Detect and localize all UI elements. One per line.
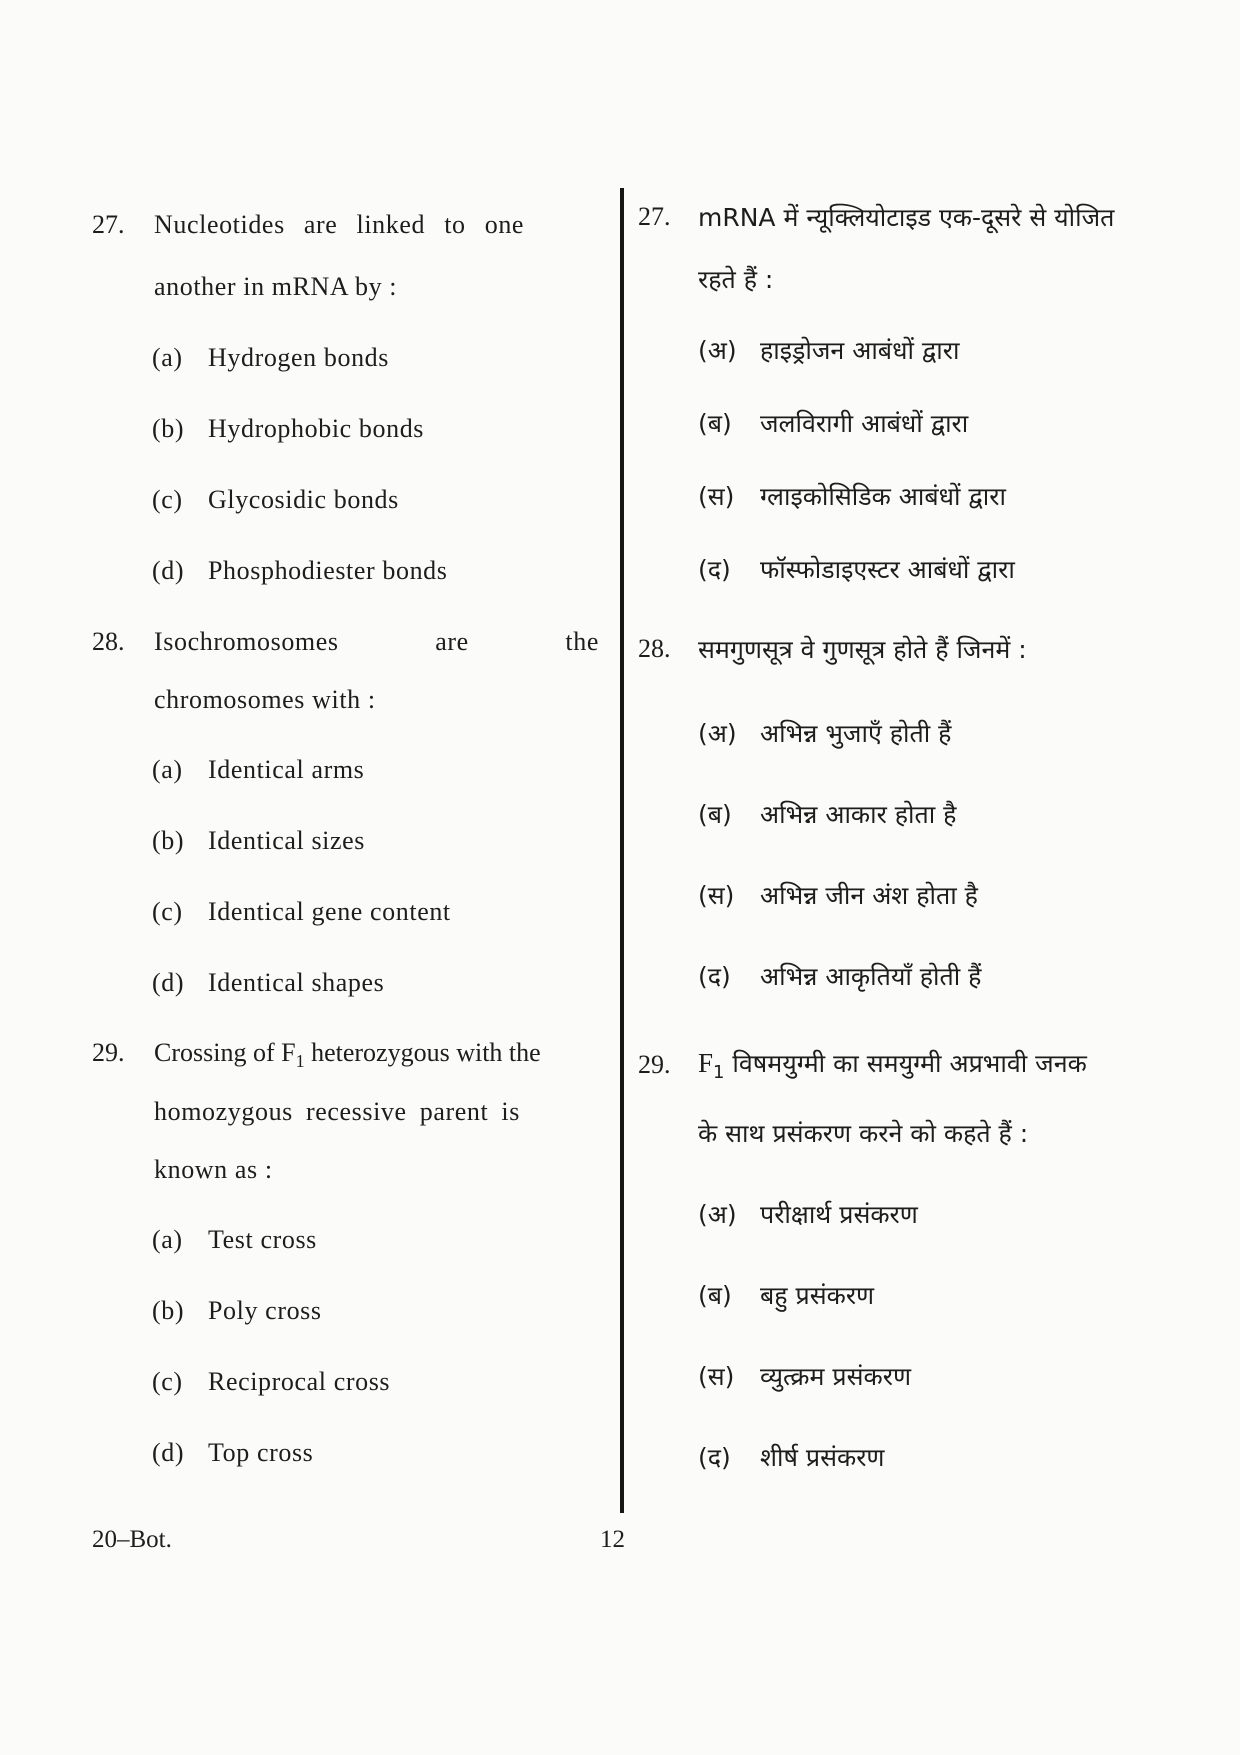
q29-line1-post-hi: विषमयुग्मी का समयुग्मी अप्रभावी जनक bbox=[724, 1049, 1087, 1078]
q29-option-a-hi bbox=[698, 1197, 918, 1231]
q29-option-d-label: (d) bbox=[152, 1438, 185, 1467]
q27-line2-en: another in mRNA by : bbox=[154, 272, 398, 301]
q28-word-3: the bbox=[565, 627, 599, 656]
q28-option-d-text-hi: अभिन्न आकृतियाँ होती हैं bbox=[760, 962, 982, 991]
q27-line1-text-en: Nucleotides are linked to one bbox=[154, 210, 525, 239]
q28-option-b-label-hi: (ब) bbox=[698, 800, 732, 829]
q29-option-d-en bbox=[152, 1438, 313, 1468]
q27-option-a-en bbox=[152, 343, 389, 373]
q27-option-b-hi bbox=[698, 406, 968, 440]
q28-option-c-en bbox=[152, 897, 451, 927]
q29-option-a-text-hi: परीक्षार्थ प्रसंकरण bbox=[760, 1200, 918, 1229]
q29-option-d-hi bbox=[698, 1440, 885, 1474]
q28-number-en: 28. bbox=[92, 627, 125, 656]
q29-option-c-hi bbox=[698, 1359, 911, 1393]
q28-option-d-text: Identical shapes bbox=[208, 968, 385, 997]
q29-option-b-en bbox=[152, 1296, 322, 1326]
q29-option-c-label: (c) bbox=[152, 1367, 183, 1396]
q27-line1-en bbox=[154, 210, 601, 240]
q27-option-d-label-hi: (द) bbox=[698, 555, 731, 584]
q27-option-a-text: Hydrogen bonds bbox=[208, 343, 389, 372]
q27-option-b-text-hi: जलविरागी आबंधों द्वारा bbox=[760, 409, 969, 438]
q29-number-en: 29. bbox=[92, 1038, 125, 1067]
page-number: 12 bbox=[600, 1526, 625, 1553]
q28-option-a-label: (a) bbox=[152, 755, 183, 784]
q29-option-b-label-hi: (ब) bbox=[698, 1281, 732, 1310]
q27-option-c-text: Glycosidic bonds bbox=[208, 485, 399, 514]
q29-line3-en: known as : bbox=[154, 1155, 273, 1184]
q29-option-b-label: (b) bbox=[152, 1296, 185, 1325]
q29-option-c-text-hi: व्युत्क्रम प्रसंकरण bbox=[760, 1362, 912, 1391]
q28-option-d-label-hi: (द) bbox=[698, 962, 731, 991]
q28-option-a-hi bbox=[698, 716, 951, 750]
q27-option-c-label-hi: (स) bbox=[698, 482, 735, 511]
q28-option-b-label: (b) bbox=[152, 826, 185, 855]
q28-option-a-text: Identical arms bbox=[208, 755, 365, 784]
q28-word-1: Isochromosomes bbox=[154, 627, 339, 656]
q28-word-2: are bbox=[435, 627, 469, 656]
q29-option-c-text: Reciprocal cross bbox=[208, 1367, 391, 1396]
q27-option-c-en bbox=[152, 485, 399, 515]
q28-option-b-hi bbox=[698, 797, 956, 831]
q28-line1-hi: समगुणसूत्र वे गुणसूत्र होते हैं जिनमें : bbox=[698, 635, 1027, 664]
q28-option-a-en bbox=[152, 755, 364, 785]
q27-option-d-text: Phosphodiester bonds bbox=[208, 556, 448, 585]
q27-option-b-label: (b) bbox=[152, 414, 185, 443]
q29-line2-hi: के साथ प्रसंकरण करने को कहते हैं : bbox=[698, 1119, 1029, 1148]
q29-line1-subscript: 1 bbox=[295, 1051, 305, 1072]
q28-option-d-hi bbox=[698, 959, 981, 993]
q29-option-b-text: Poly cross bbox=[208, 1296, 322, 1325]
q27-option-d-en bbox=[152, 556, 448, 586]
q28-option-a-text-hi: अभिन्न भुजाएँ होती हैं bbox=[760, 719, 952, 748]
q29-option-a-label-hi: (अ) bbox=[698, 1200, 737, 1229]
q29-line1-pre: Crossing of F bbox=[154, 1038, 296, 1067]
q28-option-c-text-hi: अभिन्न जीन अंश होता है bbox=[760, 881, 978, 910]
q27-option-d-text-hi: फॉस्फोडाइएस्टर आबंधों द्वारा bbox=[760, 555, 1015, 584]
q29-option-b-text-hi: बहु प्रसंकरण bbox=[760, 1281, 875, 1310]
q29-option-d-text: Top cross bbox=[208, 1438, 314, 1467]
q29-line2-en: homozygous recessive parent is bbox=[154, 1097, 520, 1126]
q28-line1-en bbox=[154, 627, 599, 657]
q27-option-a-hi bbox=[698, 333, 959, 367]
q27-option-c-label: (c) bbox=[152, 485, 183, 514]
q29-line1-en bbox=[154, 1038, 541, 1072]
q29-option-a-label: (a) bbox=[152, 1225, 183, 1254]
q28-option-b-text-hi: अभिन्न आकार होता है bbox=[760, 800, 957, 829]
q27-option-a-label-hi: (अ) bbox=[698, 336, 737, 365]
q27-option-d-label: (d) bbox=[152, 556, 185, 585]
q27-option-d-hi bbox=[698, 552, 1015, 586]
q28-option-c-label-hi: (स) bbox=[698, 881, 735, 910]
q29-number-hi: 29. bbox=[638, 1050, 671, 1079]
q27-option-b-label-hi: (ब) bbox=[698, 409, 732, 438]
paper-code: 20–Bot. bbox=[92, 1526, 172, 1553]
q29-option-d-text-hi: शीर्ष प्रसंकरण bbox=[760, 1443, 885, 1472]
q29-option-a-en bbox=[152, 1225, 317, 1255]
q29-line1-pre-hi: F bbox=[698, 1048, 714, 1078]
q29-line1-post: heterozygous with the bbox=[304, 1038, 541, 1067]
q27-option-c-hi bbox=[698, 479, 1006, 513]
q28-option-b-en bbox=[152, 826, 365, 856]
q27-line1-hi: mRNA में न्यूक्लियोटाइड एक-दूसरे से योजित bbox=[698, 203, 1115, 232]
q28-option-a-label-hi: (अ) bbox=[698, 719, 737, 748]
q29-option-c-en bbox=[152, 1367, 390, 1397]
q27-option-a-label: (a) bbox=[152, 343, 183, 372]
q28-number-hi: 28. bbox=[638, 634, 671, 663]
q27-option-b-text: Hydrophobic bonds bbox=[208, 414, 425, 443]
q27-option-b-en bbox=[152, 414, 424, 444]
q27-number-hi: 27. bbox=[638, 202, 671, 231]
q28-option-b-text: Identical sizes bbox=[208, 826, 365, 855]
q27-line2-hi: रहते हैं : bbox=[698, 265, 774, 294]
q28-option-c-label: (c) bbox=[152, 897, 183, 926]
q29-option-d-label-hi: (द) bbox=[698, 1443, 731, 1472]
q29-option-a-text: Test cross bbox=[208, 1225, 317, 1254]
q29-option-b-hi bbox=[698, 1278, 874, 1312]
q28-option-c-text: Identical gene content bbox=[208, 897, 451, 926]
column-divider bbox=[620, 188, 624, 1513]
q28-option-d-en bbox=[152, 968, 384, 998]
q28-option-d-label: (d) bbox=[152, 968, 185, 997]
q28-line2-en: chromosomes with : bbox=[154, 685, 376, 714]
q29-line1-hi bbox=[698, 1046, 1087, 1083]
q27-number-en: 27. bbox=[92, 210, 125, 239]
q28-option-c-hi bbox=[698, 878, 978, 912]
q29-line1-subscript-hi: 1 bbox=[713, 1062, 725, 1083]
q27-option-c-text-hi: ग्लाइकोसिडिक आबंधों द्वारा bbox=[760, 482, 1006, 511]
q27-option-a-text-hi: हाइड्रोजन आबंधों द्वारा bbox=[760, 336, 960, 365]
q29-option-c-label-hi: (स) bbox=[698, 1362, 735, 1391]
